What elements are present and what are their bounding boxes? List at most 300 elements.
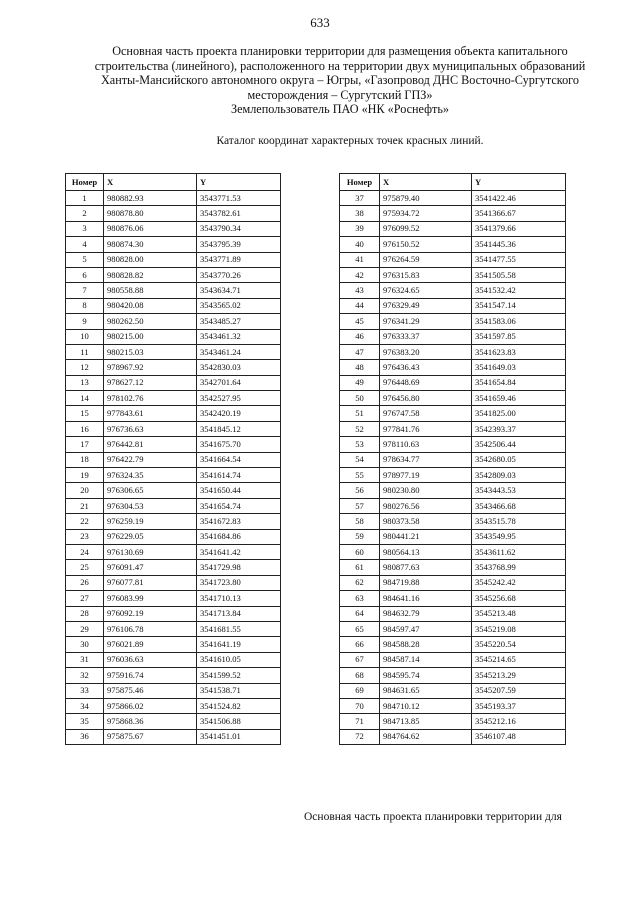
table-row [66, 252, 281, 267]
cell-y: 3541623.83 [472, 344, 566, 359]
table-row [66, 283, 281, 298]
cell-x: 976130.69 [104, 544, 197, 559]
cell-number: 32 [66, 668, 104, 683]
cell-number: 10 [66, 329, 104, 344]
table-row [340, 729, 566, 744]
table-row [66, 575, 281, 590]
cell-x: 975916.74 [104, 668, 197, 683]
cell-y: 3545256.68 [472, 591, 566, 606]
cell-x: 976036.63 [104, 652, 197, 667]
cell-x: 980215.03 [104, 344, 197, 359]
column-header-number: Номер [66, 174, 104, 191]
cell-x: 977841.76 [380, 421, 472, 436]
cell-number: 51 [340, 406, 380, 421]
table-row [66, 714, 281, 729]
cell-y: 3543634.71 [197, 283, 281, 298]
cell-y: 3543515.78 [472, 514, 566, 529]
cell-x: 976304.53 [104, 498, 197, 513]
cell-y: 3541583.06 [472, 314, 566, 329]
cell-number: 28 [66, 606, 104, 621]
table-row [340, 683, 566, 698]
cell-y: 3543549.95 [472, 529, 566, 544]
cell-number: 52 [340, 421, 380, 436]
cell-number: 16 [66, 421, 104, 436]
cell-x: 976264.59 [380, 252, 472, 267]
table-row [340, 544, 566, 559]
table-row [340, 360, 566, 375]
table-row [340, 637, 566, 652]
table-row [66, 191, 281, 206]
cell-y: 3543461.24 [197, 344, 281, 359]
cell-number: 49 [340, 375, 380, 390]
column-header-x: X [104, 174, 197, 191]
cell-x: 976747.58 [380, 406, 472, 421]
cell-number: 17 [66, 437, 104, 452]
cell-x: 984597.47 [380, 621, 472, 636]
cell-x: 984588.28 [380, 637, 472, 652]
cell-y: 3541729.98 [197, 560, 281, 575]
cell-number: 11 [66, 344, 104, 359]
cell-number: 66 [340, 637, 380, 652]
cell-number: 68 [340, 668, 380, 683]
cell-y: 3542830.03 [197, 360, 281, 375]
cell-number: 50 [340, 391, 380, 406]
cell-number: 25 [66, 560, 104, 575]
cell-x: 980876.06 [104, 221, 197, 236]
table-row [340, 575, 566, 590]
cell-y: 3543782.61 [197, 206, 281, 221]
cell-number: 64 [340, 606, 380, 621]
cell-y: 3541505.58 [472, 267, 566, 282]
cell-x: 978977.19 [380, 468, 472, 483]
cell-number: 29 [66, 621, 104, 636]
cell-x: 980420.08 [104, 298, 197, 313]
cell-y: 3541366.67 [472, 206, 566, 221]
cell-number: 33 [66, 683, 104, 698]
table-row [340, 237, 566, 252]
table-row [66, 406, 281, 421]
cell-y: 3542809.03 [472, 468, 566, 483]
cell-number: 44 [340, 298, 380, 313]
table-row [66, 360, 281, 375]
table-row [340, 698, 566, 713]
cell-y: 3541614.74 [197, 468, 281, 483]
table-row [66, 560, 281, 575]
cell-x: 976077.81 [104, 575, 197, 590]
cell-y: 3541684.86 [197, 529, 281, 544]
cell-x: 976099.52 [380, 221, 472, 236]
cell-number: 37 [340, 191, 380, 206]
cell-y: 3541825.00 [472, 406, 566, 421]
cell-number: 55 [340, 468, 380, 483]
cell-y: 3541845.12 [197, 421, 281, 436]
table-row [340, 206, 566, 221]
cell-y: 3541641.19 [197, 637, 281, 652]
column-header-y: Y [472, 174, 566, 191]
coordinates-table-left [65, 173, 281, 745]
cell-y: 3541524.82 [197, 698, 281, 713]
table-row [66, 483, 281, 498]
cell-x: 978634.77 [380, 452, 472, 467]
table-row [340, 668, 566, 683]
cell-number: 9 [66, 314, 104, 329]
table-row [66, 698, 281, 713]
table-row [66, 421, 281, 436]
cell-y: 3541654.74 [197, 498, 281, 513]
cell-x: 984713.85 [380, 714, 472, 729]
cell-number: 62 [340, 575, 380, 590]
cell-y: 3542527.95 [197, 391, 281, 406]
table-row [66, 437, 281, 452]
cell-y: 3541641.42 [197, 544, 281, 559]
cell-x: 976329.49 [380, 298, 472, 313]
cell-x: 978967.92 [104, 360, 197, 375]
cell-x: 978627.12 [104, 375, 197, 390]
cell-y: 3541506.88 [197, 714, 281, 729]
cell-y: 3545220.54 [472, 637, 566, 652]
cell-x: 980230.80 [380, 483, 472, 498]
cell-x: 984595.74 [380, 668, 472, 683]
cell-number: 35 [66, 714, 104, 729]
cell-y: 3545219.08 [472, 621, 566, 636]
cell-y: 3543771.89 [197, 252, 281, 267]
table-row [66, 206, 281, 221]
table-row [66, 391, 281, 406]
cell-number: 7 [66, 283, 104, 298]
column-header-x: X [380, 174, 472, 191]
cell-number: 34 [66, 698, 104, 713]
cell-x: 976021.89 [104, 637, 197, 652]
cell-number: 70 [340, 698, 380, 713]
table-row [340, 498, 566, 513]
cell-number: 40 [340, 237, 380, 252]
table-row [340, 452, 566, 467]
table-row [340, 252, 566, 267]
cell-y: 3543790.34 [197, 221, 281, 236]
cell-number: 42 [340, 267, 380, 282]
coordinates-table-right [339, 173, 566, 745]
table-body [66, 191, 281, 745]
cell-y: 3541672.83 [197, 514, 281, 529]
cell-number: 39 [340, 221, 380, 236]
cell-number: 20 [66, 483, 104, 498]
cell-y: 3541654.84 [472, 375, 566, 390]
cell-number: 30 [66, 637, 104, 652]
table-row [66, 606, 281, 621]
column-header-y: Y [197, 174, 281, 191]
heading-line: Землепользователь ПАО «НК «Роснефть» [230, 102, 449, 116]
table-row [66, 514, 281, 529]
table-row [340, 606, 566, 621]
cell-y: 3541445.36 [472, 237, 566, 252]
cell-x: 976324.65 [380, 283, 472, 298]
cell-x: 978102.76 [104, 391, 197, 406]
cell-number: 72 [340, 729, 380, 744]
table-row [340, 591, 566, 606]
cell-y: 3541597.85 [472, 329, 566, 344]
table-header-row [66, 174, 281, 191]
cell-number: 24 [66, 544, 104, 559]
cell-x: 976150.52 [380, 237, 472, 252]
cell-number: 5 [66, 252, 104, 267]
cell-number: 65 [340, 621, 380, 636]
table-row [340, 560, 566, 575]
cell-y: 3542701.64 [197, 375, 281, 390]
cell-number: 4 [66, 237, 104, 252]
cell-x: 980262.50 [104, 314, 197, 329]
table-row [340, 391, 566, 406]
cell-x: 980874.30 [104, 237, 197, 252]
cell-number: 56 [340, 483, 380, 498]
table-row [340, 621, 566, 636]
table-row [66, 668, 281, 683]
table-row [66, 544, 281, 559]
cell-x: 975879.40 [380, 191, 472, 206]
cell-number: 53 [340, 437, 380, 452]
table-row [340, 329, 566, 344]
cell-y: 3541650.44 [197, 483, 281, 498]
cell-x: 975875.46 [104, 683, 197, 698]
cell-y: 3541532.42 [472, 283, 566, 298]
document-heading [80, 44, 600, 117]
cell-number: 26 [66, 575, 104, 590]
cell-number: 43 [340, 283, 380, 298]
cell-number: 71 [340, 714, 380, 729]
cell-x: 976259.19 [104, 514, 197, 529]
table-row [340, 298, 566, 313]
cell-y: 3543768.99 [472, 560, 566, 575]
table-row [66, 621, 281, 636]
cell-number: 12 [66, 360, 104, 375]
cell-y: 3541538.71 [197, 683, 281, 698]
cell-y: 3541599.52 [197, 668, 281, 683]
table-row [340, 344, 566, 359]
table-row [66, 221, 281, 236]
cell-y: 3545213.29 [472, 668, 566, 683]
heading-line: Ханты-Мансийского автономного округа – Югры, «Газопровод ДНС Восточно-Сургутского [101, 73, 579, 87]
table-row [66, 729, 281, 744]
cell-number: 58 [340, 514, 380, 529]
cell-y: 3543770.26 [197, 267, 281, 282]
cell-x: 984632.79 [380, 606, 472, 621]
cell-y: 3541477.55 [472, 252, 566, 267]
cell-x: 978110.63 [380, 437, 472, 452]
cell-x: 980882.93 [104, 191, 197, 206]
cell-number: 48 [340, 360, 380, 375]
cell-y: 3545212.16 [472, 714, 566, 729]
cell-y: 3546107.48 [472, 729, 566, 744]
cell-number: 2 [66, 206, 104, 221]
table-row [66, 591, 281, 606]
cell-x: 984719.88 [380, 575, 472, 590]
cell-x: 976091.47 [104, 560, 197, 575]
cell-x: 976229.05 [104, 529, 197, 544]
cell-y: 3542420.19 [197, 406, 281, 421]
table-row [340, 514, 566, 529]
table-row [340, 421, 566, 436]
cell-y: 3543443.53 [472, 483, 566, 498]
column-header-number: Номер [340, 174, 380, 191]
table-row [340, 267, 566, 282]
cell-y: 3541710.13 [197, 591, 281, 606]
cell-x: 976092.19 [104, 606, 197, 621]
cell-x: 976383.20 [380, 344, 472, 359]
cell-y: 3543565.02 [197, 298, 281, 313]
cell-y: 3541547.14 [472, 298, 566, 313]
cell-x: 980828.00 [104, 252, 197, 267]
cell-x: 975934.72 [380, 206, 472, 221]
table-row [66, 637, 281, 652]
cell-y: 3541649.03 [472, 360, 566, 375]
table-row [66, 298, 281, 313]
cell-number: 21 [66, 498, 104, 513]
cell-x: 984710.12 [380, 698, 472, 713]
cell-x: 976736.63 [104, 421, 197, 436]
cell-x: 976324.35 [104, 468, 197, 483]
cell-number: 18 [66, 452, 104, 467]
cell-y: 3542393.37 [472, 421, 566, 436]
cell-y: 3545193.37 [472, 698, 566, 713]
cell-number: 60 [340, 544, 380, 559]
cell-y: 3545207.59 [472, 683, 566, 698]
cell-number: 13 [66, 375, 104, 390]
cell-x: 976456.80 [380, 391, 472, 406]
cell-x: 976422.79 [104, 452, 197, 467]
table-row [66, 375, 281, 390]
cell-number: 38 [340, 206, 380, 221]
cell-x: 977843.61 [104, 406, 197, 421]
cell-x: 976341.29 [380, 314, 472, 329]
table-row [340, 221, 566, 236]
cell-number: 41 [340, 252, 380, 267]
table-row [66, 468, 281, 483]
cell-number: 15 [66, 406, 104, 421]
cell-y: 3543795.39 [197, 237, 281, 252]
cell-x: 980558.88 [104, 283, 197, 298]
table-row [340, 529, 566, 544]
cell-x: 976448.69 [380, 375, 472, 390]
catalog-caption: Каталог координат характерных точек красных линий. [216, 135, 484, 147]
cell-number: 59 [340, 529, 380, 544]
table-row [340, 483, 566, 498]
cell-x: 976306.65 [104, 483, 197, 498]
cell-x: 980373.58 [380, 514, 472, 529]
cell-number: 3 [66, 221, 104, 236]
cell-x: 976442.81 [104, 437, 197, 452]
cell-x: 980877.63 [380, 560, 472, 575]
cell-y: 3543485.27 [197, 314, 281, 329]
table-row [340, 714, 566, 729]
cell-y: 3543466.68 [472, 498, 566, 513]
table-row [340, 191, 566, 206]
cell-number: 67 [340, 652, 380, 667]
table-row [340, 652, 566, 667]
table-row [66, 344, 281, 359]
cell-x: 975875.67 [104, 729, 197, 744]
cell-x: 975868.36 [104, 714, 197, 729]
table-row [66, 529, 281, 544]
cell-x: 980878.80 [104, 206, 197, 221]
cell-x: 984641.16 [380, 591, 472, 606]
table-row [340, 314, 566, 329]
cell-number: 1 [66, 191, 104, 206]
cell-y: 3545214.65 [472, 652, 566, 667]
cell-x: 976083.99 [104, 591, 197, 606]
cell-number: 27 [66, 591, 104, 606]
table-row [66, 683, 281, 698]
cell-y: 3545242.42 [472, 575, 566, 590]
cell-x: 984631.65 [380, 683, 472, 698]
page-number: 633 [310, 15, 330, 30]
table-row [66, 329, 281, 344]
cell-x: 980828.82 [104, 267, 197, 282]
cell-number: 23 [66, 529, 104, 544]
cell-number: 63 [340, 591, 380, 606]
table-row [66, 652, 281, 667]
cell-number: 46 [340, 329, 380, 344]
cell-x: 980215.00 [104, 329, 197, 344]
cell-number: 6 [66, 267, 104, 282]
table-row [66, 452, 281, 467]
cell-number: 69 [340, 683, 380, 698]
cell-y: 3543611.62 [472, 544, 566, 559]
cell-y: 3541664.54 [197, 452, 281, 467]
table-row [340, 406, 566, 421]
cell-y: 3541451.01 [197, 729, 281, 744]
table-row [66, 314, 281, 329]
cell-y: 3541681.55 [197, 621, 281, 636]
cell-number: 54 [340, 452, 380, 467]
cell-number: 31 [66, 652, 104, 667]
table-row [340, 468, 566, 483]
cell-x: 980441.21 [380, 529, 472, 544]
cell-number: 22 [66, 514, 104, 529]
cell-x: 976436.43 [380, 360, 472, 375]
cell-y: 3541422.46 [472, 191, 566, 206]
table-row [66, 267, 281, 282]
cell-number: 45 [340, 314, 380, 329]
heading-line: строительства (линейного), расположенного на территории двух муниципальных образований [94, 58, 586, 73]
cell-y: 3545213.48 [472, 606, 566, 621]
cell-y: 3542506.44 [472, 437, 566, 452]
cell-x: 976315.83 [380, 267, 472, 282]
cell-x: 980564.13 [380, 544, 472, 559]
cell-x: 984587.14 [380, 652, 472, 667]
cell-number: 36 [66, 729, 104, 744]
table-row [340, 283, 566, 298]
cell-y: 3541713.84 [197, 606, 281, 621]
cell-y: 3541675.70 [197, 437, 281, 452]
cell-y: 3541379.66 [472, 221, 566, 236]
cell-y: 3543771.53 [197, 191, 281, 206]
table-row [340, 375, 566, 390]
cell-number: 14 [66, 391, 104, 406]
cell-x: 976333.37 [380, 329, 472, 344]
cell-x: 984764.62 [380, 729, 472, 744]
cell-y: 3541723.80 [197, 575, 281, 590]
cell-x: 980276.56 [380, 498, 472, 513]
cell-number: 47 [340, 344, 380, 359]
cell-number: 19 [66, 468, 104, 483]
cell-y: 3543461.32 [197, 329, 281, 344]
cell-x: 975866.02 [104, 698, 197, 713]
cell-y: 3542680.05 [472, 452, 566, 467]
heading-line: Основная часть проекта планировки территории для размещения объекта капитального [112, 44, 568, 58]
running-footer: Основная часть проекта планировки территории для [304, 811, 562, 823]
cell-number: 61 [340, 560, 380, 575]
heading-line: месторождения – Сургутский ГПЗ» [247, 87, 433, 102]
cell-number: 8 [66, 298, 104, 313]
